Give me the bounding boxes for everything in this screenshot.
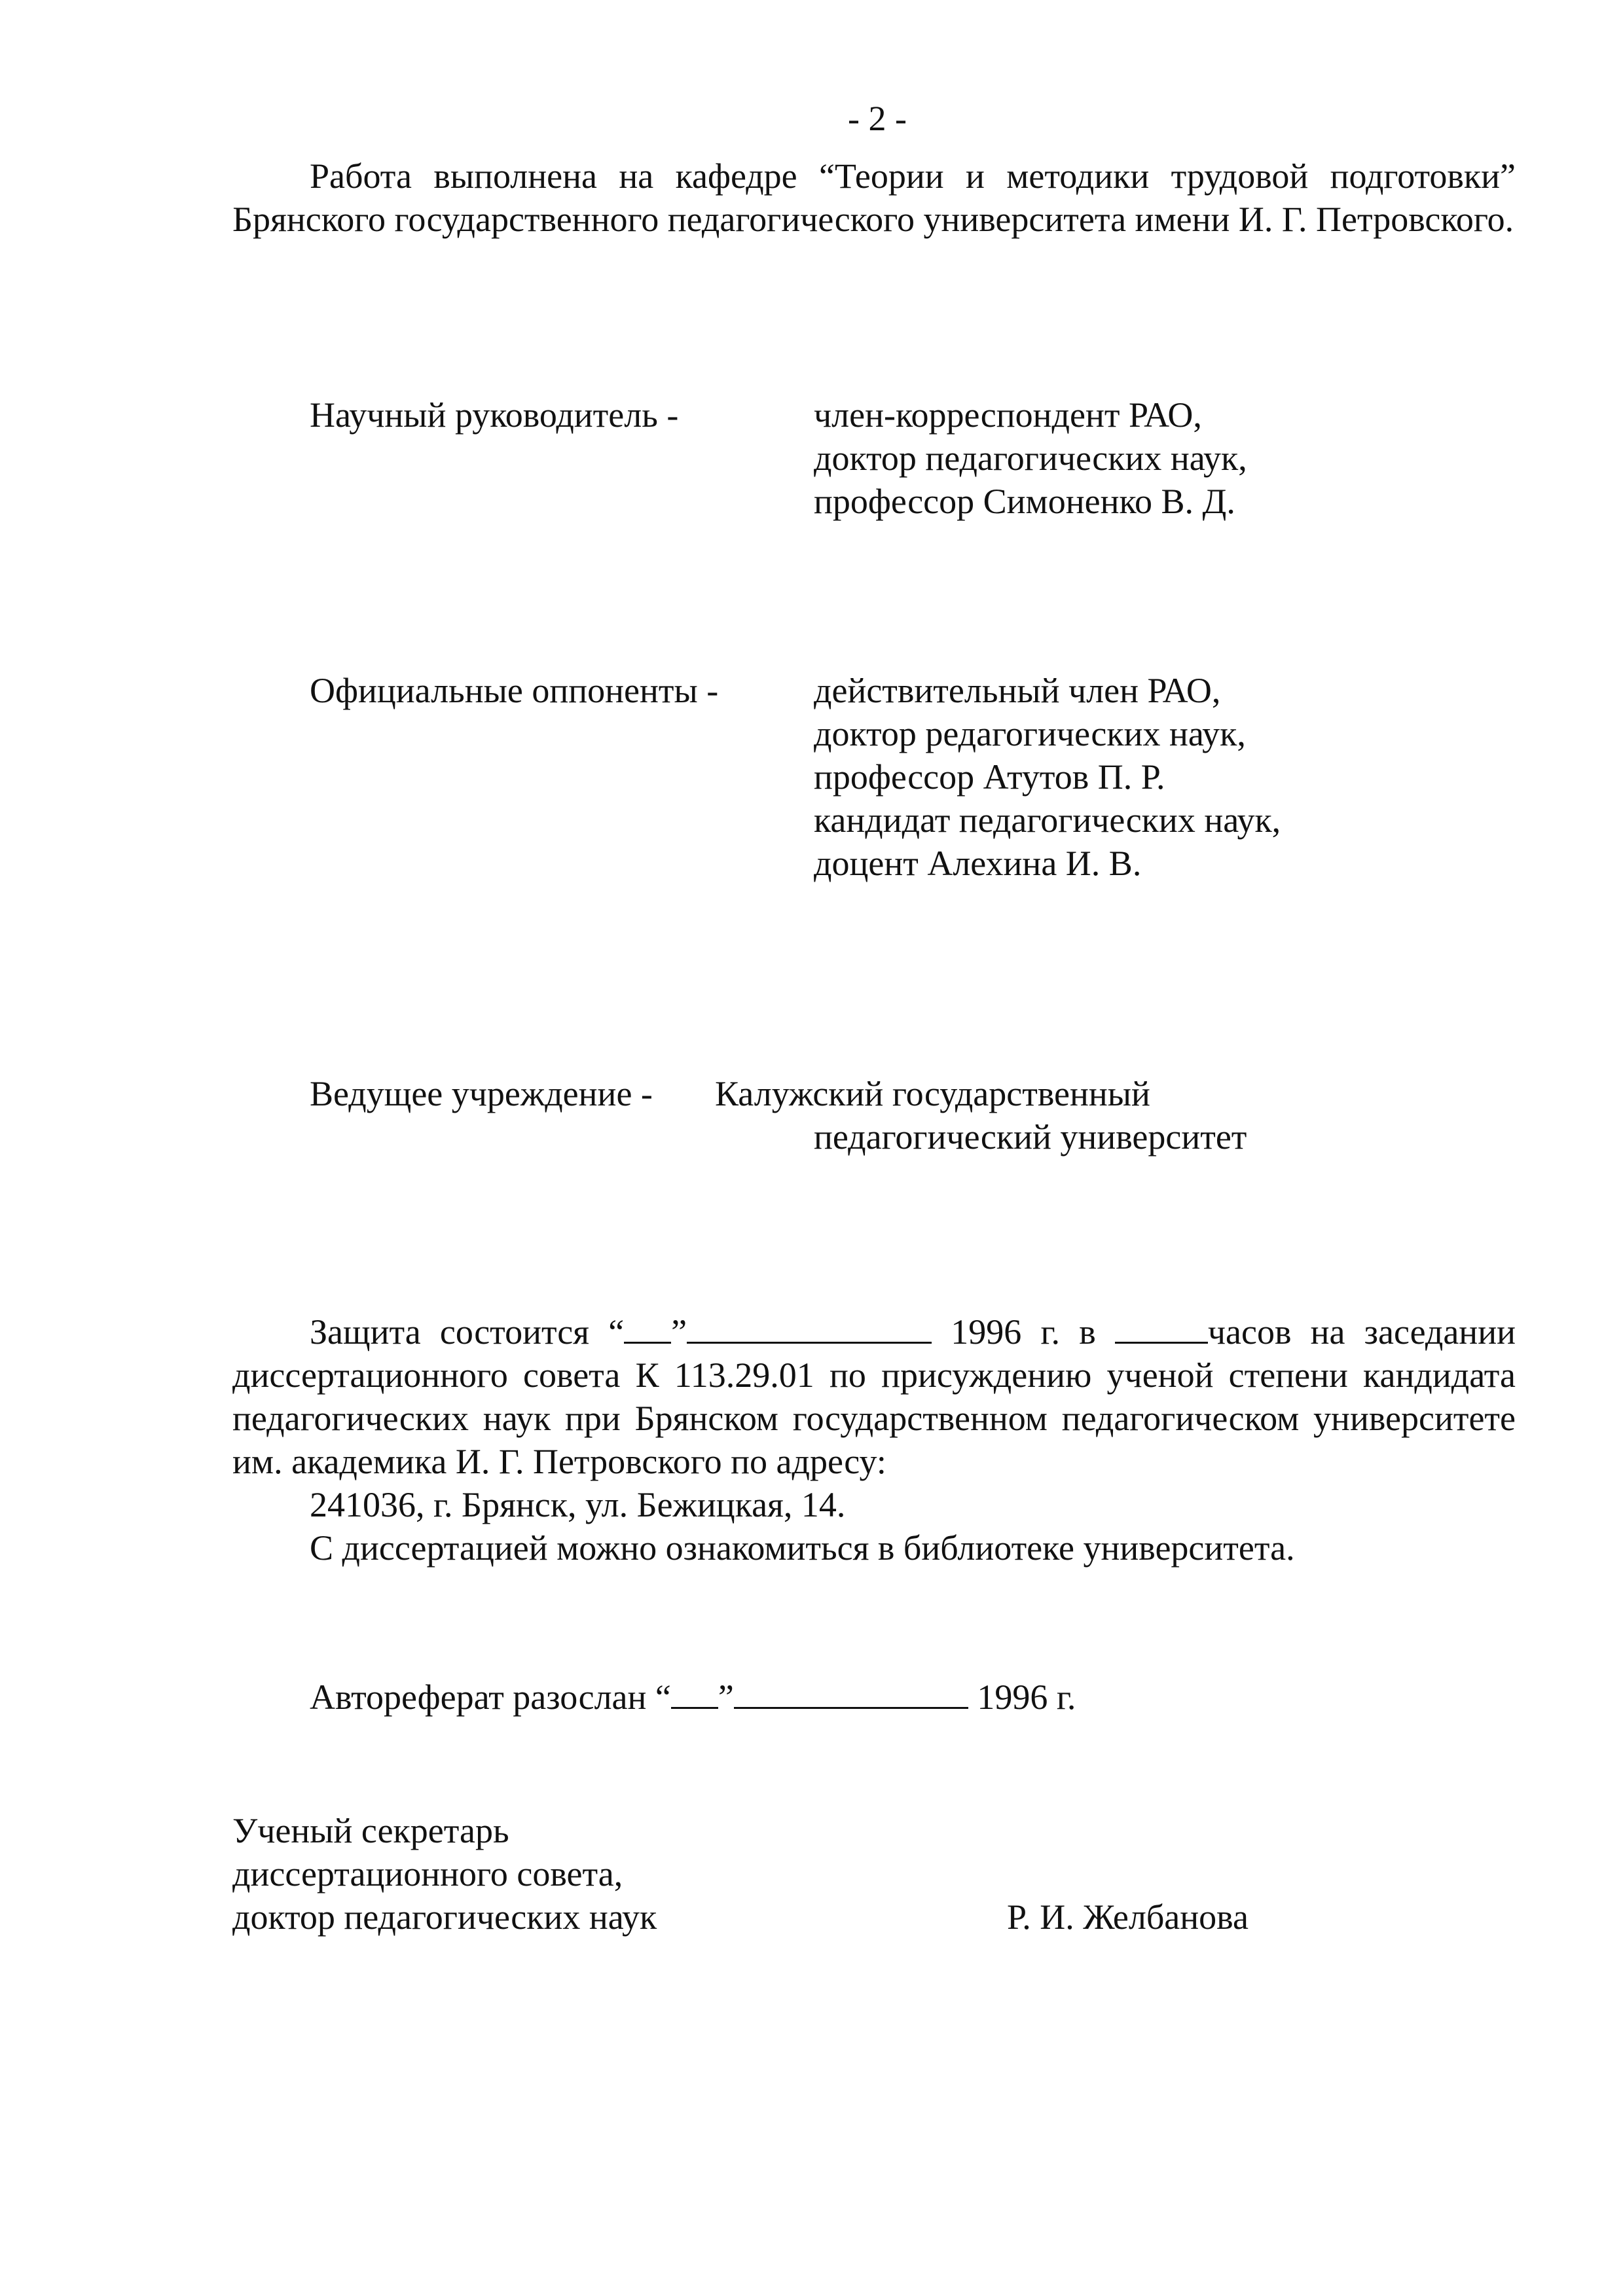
supervisor-line: профессор Симоненко В. Д. xyxy=(814,482,1235,521)
abstract-year: 1996 г. xyxy=(968,1677,1076,1717)
secretary-line: доктор педагогических наук xyxy=(232,1897,657,1937)
abstract-day-blank xyxy=(671,1678,718,1709)
supervisor-line: доктор педагогических наук, xyxy=(814,439,1247,478)
supervisor-label: Научный руководитель - xyxy=(310,395,679,435)
library-note: С диссертацией можно ознакомиться в библиотеке университета. xyxy=(310,1528,1295,1568)
opponent-line: действительный член РАО, xyxy=(814,671,1221,710)
secretary-block xyxy=(232,1809,657,1939)
opponents-details xyxy=(814,669,1281,885)
leading-org-label: Ведущее учреждение - xyxy=(310,1074,653,1113)
abstract-sent-line xyxy=(310,1676,1076,1719)
supervisor-line: член-корреспондент РАО, xyxy=(814,395,1202,435)
defense-paragraph xyxy=(232,1310,1516,1483)
opponent-line: доктор редагогических наук, xyxy=(814,714,1246,753)
secretary-line: диссертационного совета, xyxy=(232,1854,623,1893)
address-line: 241036, г. Брянск, ул. Бежицкая, 14. xyxy=(310,1485,846,1524)
leading-org-line2: педагогический университет xyxy=(814,1117,1247,1157)
hour-blank xyxy=(1115,1313,1208,1344)
defense-rest: часов на заседании диссертационного совета К 113.29.01 по присуждению ученой степени кандидата педагогических наук при Брянском государственном педагогическом университете им. академика И. Г. Петровского по адресу: xyxy=(232,1312,1516,1481)
intro-paragraph xyxy=(232,154,1516,241)
abstract-month-blank xyxy=(734,1678,968,1709)
opponent-line: доцент Алехина И. В. xyxy=(814,844,1142,883)
defense-year: 1996 г. в xyxy=(932,1312,1115,1352)
defense-start: Защита состоится “ xyxy=(310,1312,625,1352)
abstract-start: Автореферат разослан “ xyxy=(310,1677,671,1717)
abstract-quote-close: ” xyxy=(718,1677,734,1717)
opponent-line: профессор Атутов П. Р. xyxy=(814,757,1165,797)
opponent-line: кандидат педагогических наук, xyxy=(814,800,1281,840)
supervisor-details xyxy=(814,393,1247,523)
defense-text xyxy=(232,1310,1516,1483)
leading-org-line1: Калужский государственный xyxy=(715,1074,1150,1113)
defense-quote-close: ” xyxy=(671,1312,687,1352)
intro-text: Работа выполнена на кафедре “Теории и методики трудовой подготовки” Брянского государственного педагогического университета имени И. Г. Петровского. xyxy=(232,156,1516,239)
page-number: - 2 - xyxy=(848,99,907,138)
secretary-name: Р. И. Желбанова xyxy=(1007,1897,1249,1937)
secretary-line: Ученый секретарь xyxy=(232,1811,509,1850)
month-blank xyxy=(687,1313,932,1344)
day-blank xyxy=(624,1313,671,1344)
opponents-label: Официальные оппоненты - xyxy=(310,671,719,710)
